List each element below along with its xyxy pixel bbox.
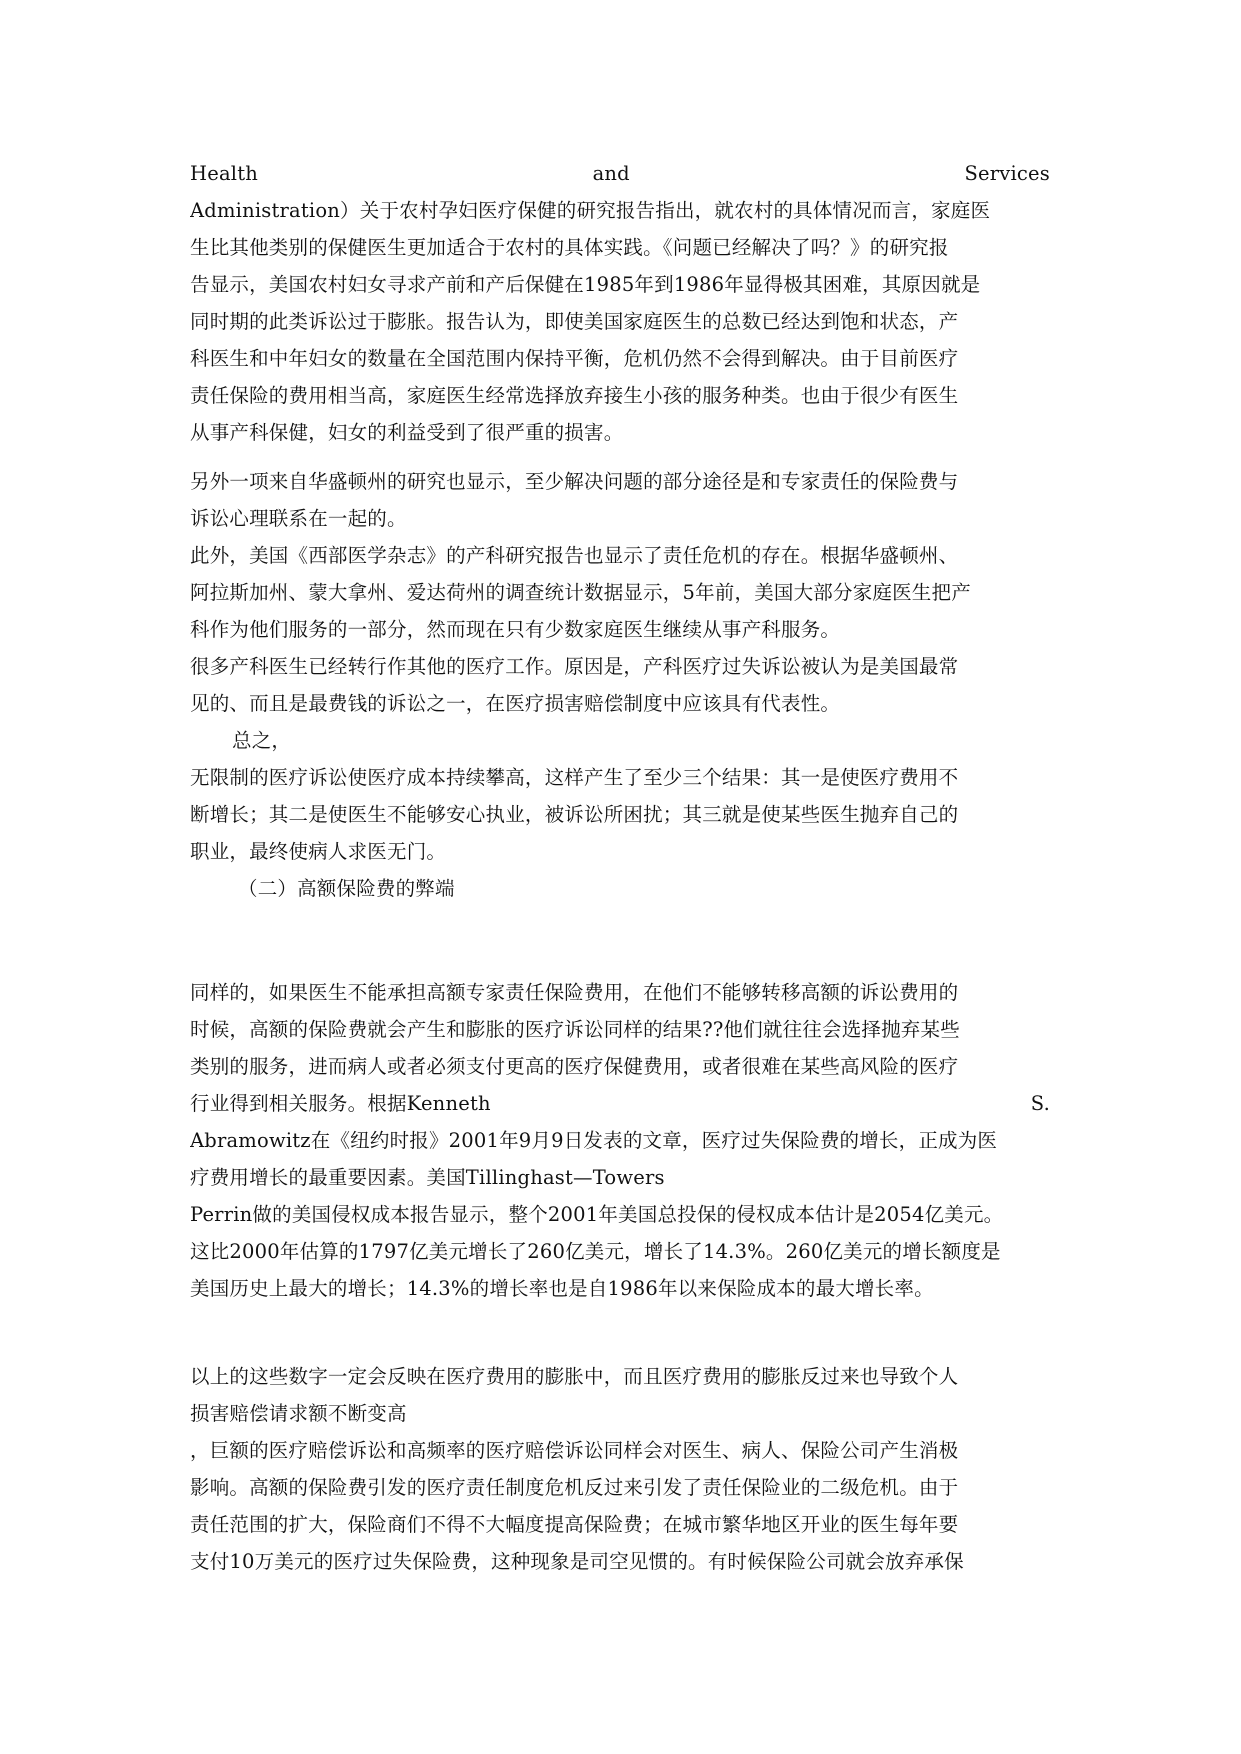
- justified-word: and: [592, 162, 630, 185]
- text-line: 科医生和中年妇女的数量在全国范围内保持平衡，危机仍然不会得到解决。由于目前医疗: [190, 347, 959, 370]
- paragraph-3: [190, 974, 1050, 1307]
- text-line: 同样的，如果医生不能承担高额专家责任保险费用，在他们不能够转移高额的诉讼费用的: [190, 981, 959, 1004]
- text-line: 同时期的此类诉讼过于膨胀。报告认为，即使美国家庭医生的总数已经达到饱和状态，产: [190, 310, 959, 333]
- text-line: ，巨额的医疗赔偿诉讼和高频率的医疗赔偿诉讼同样会对医生、病人、保险公司产生消极: [190, 1439, 959, 1462]
- justified-word: Health: [190, 162, 259, 185]
- paragraph-1: [190, 155, 1050, 451]
- text-line: 类别的服务，进而病人或者必须支付更高的医疗保健费用，或者很难在某些高风险的医疗: [190, 1055, 959, 1078]
- text-line: 另外一项来自华盛顿州的研究也显示，至少解决问题的部分途径是和专家责任的保险费与: [190, 470, 959, 493]
- justified-word: 行业得到相关服务。根据Kenneth: [190, 1092, 491, 1115]
- indented-text: 总之，: [232, 729, 292, 752]
- justified-word: Services: [964, 162, 1050, 185]
- text-line: 时候，高额的保险费就会产生和膨胀的医疗诉讼同样的结果??他们就往往会选择抛弃某些: [190, 1018, 960, 1041]
- text-line: 无限制的医疗诉讼使医疗成本持续攀高，这样产生了至少三个结果：其一是使医疗费用不: [190, 766, 959, 789]
- text-line: 见的、而且是最费钱的诉讼之一，在医疗损害赔偿制度中应该具有代表性。: [190, 692, 841, 715]
- text-line: 影响。高额的保险费引发的医疗责任制度危机反过来引发了责任保险业的二级危机。由于: [190, 1476, 959, 1499]
- text-line: 疗费用增长的最重要因素。美国Tillinghast—Towers: [190, 1166, 665, 1189]
- text-line: [190, 155, 1050, 192]
- text-line: 诉讼心理联系在一起的。: [190, 507, 407, 530]
- text-line: [190, 1085, 1050, 1122]
- text-line: 告显示，美国农村妇女寻求产前和产后保健在1985年到1986年显得极其困难，其原因就是: [190, 273, 981, 296]
- paragraph-2: [190, 463, 1050, 907]
- section-heading: （二）高额保险费的弊端: [238, 877, 455, 900]
- text-line: 科作为他们服务的一部分，然而现在只有少数家庭医生继续从事产科服务。: [190, 618, 841, 641]
- text-line: 美国历史上最大的增长；14.3%的增长率也是自1986年以来保险成本的最大增长率。: [190, 1277, 934, 1300]
- text-line: [190, 870, 1050, 907]
- text-line: [190, 722, 1050, 759]
- text-line: 阿拉斯加州、蒙大拿州、爱达荷州的调查统计数据显示，5年前，美国大部分家庭医生把产: [190, 581, 971, 604]
- paragraph-4: [190, 1358, 1050, 1580]
- text-line: 此外，美国《西部医学杂志》的产科研究报告也显示了责任危机的存在。根据华盛顿州、: [190, 544, 959, 567]
- text-line: Abramowitz在《纽约时报》2001年9月9日发表的文章，医疗过失保险费的增长，正成为医: [190, 1129, 998, 1152]
- justified-word: S.: [1030, 1092, 1050, 1115]
- text-line: 以上的这些数字一定会反映在医疗费用的膨胀中，而且医疗费用的膨胀反过来也导致个人: [190, 1365, 959, 1388]
- text-line: 断增长；其二是使医生不能够安心执业，被诉讼所困扰；其三就是使某些医生抛弃自己的: [190, 803, 959, 826]
- text-line: 损害赔偿请求额不断变高: [190, 1402, 407, 1425]
- text-line: 生比其他类别的保健医生更加适合于农村的具体实践。《问题已经解决了吗？》的研究报: [190, 236, 949, 259]
- text-line: 支付10万美元的医疗过失保险费，这种现象是司空见惯的。有时候保险公司就会放弃承保: [190, 1550, 964, 1573]
- text-line: 责任范围的扩大，保险商们不得不大幅度提高保险费；在城市繁华地区开业的医生每年要: [190, 1513, 959, 1536]
- text-line: 责任保险的费用相当高，家庭医生经常选择放弃接生小孩的服务种类。也由于很少有医生: [190, 384, 959, 407]
- text-line: Perrin做的美国侵权成本报告显示，整个2001年美国总投保的侵权成本估计是2054亿美元。: [190, 1203, 1004, 1226]
- text-line: 这比2000年估算的1797亿美元增长了260亿美元，增长了14.3%。260亿美元的增长额度是: [190, 1240, 1001, 1263]
- text-line: Administration）关于农村孕妇医疗保健的研究报告指出，就农村的具体情况而言，家庭医: [190, 199, 991, 222]
- text-line: 职业，最终使病人求医无门。: [190, 840, 447, 863]
- text-line: 很多产科医生已经转行作其他的医疗工作。原因是，产科医疗过失诉讼被认为是美国最常: [190, 655, 959, 678]
- text-line: 从事产科保健，妇女的利益受到了很严重的损害。: [190, 421, 624, 444]
